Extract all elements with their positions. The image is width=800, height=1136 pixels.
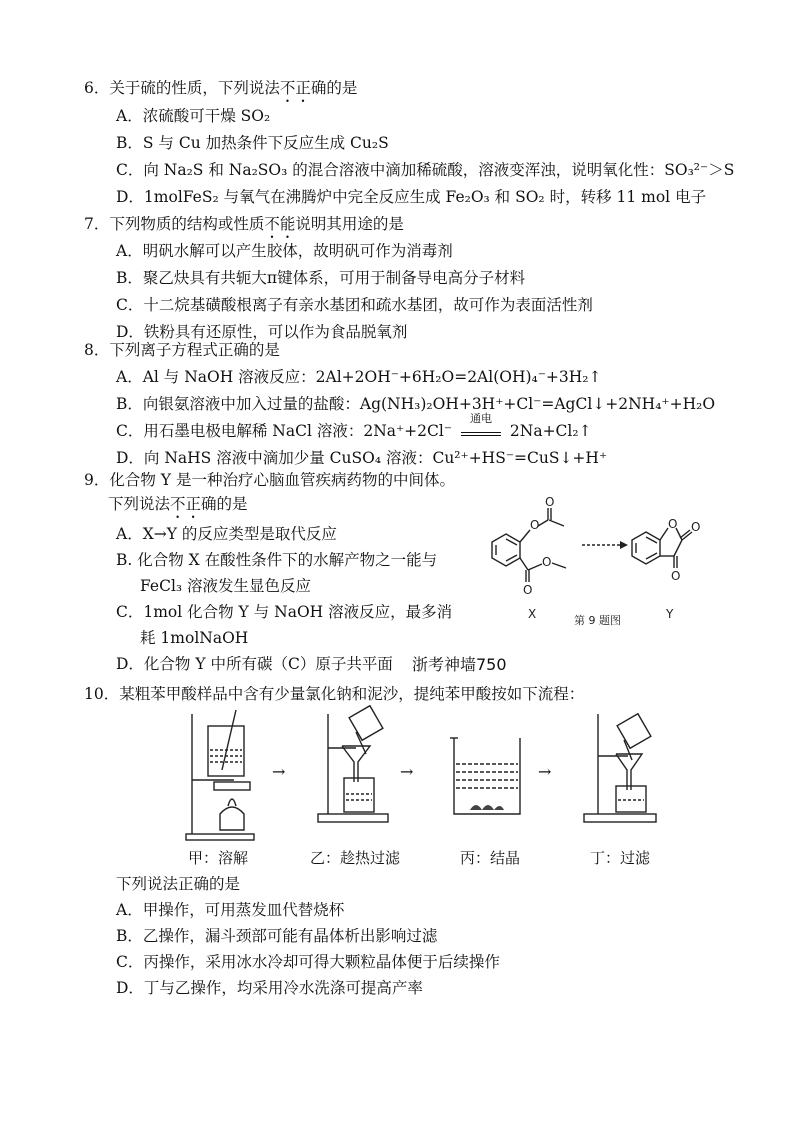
apparatus-hot-filtration <box>318 706 388 822</box>
label-x: X <box>528 607 537 621</box>
q9-option-b-line1: B. 化合物 X 在酸性条件下的水解产物之一能与 <box>116 551 438 569</box>
svg-text:O: O <box>530 518 540 532</box>
q9-sub-emphasis: 不正 <box>170 495 202 513</box>
reaction-arrowhead <box>620 541 628 549</box>
step-crystallization: 丙：结晶 <box>460 849 521 867</box>
flow-arrow-2: → <box>400 762 414 781</box>
svg-text:O: O <box>545 495 555 509</box>
electrolysis-label: 通电 <box>469 412 492 425</box>
svg-text:O: O <box>691 520 701 534</box>
q7-option-a: A．明矾水解可以产生胶体，故明矾可作为消毒剂 <box>116 242 453 260</box>
q7-option-c: C．十二烷基磺酸根离子有亲水基团和疏水基团，故可作为表面活性剂 <box>116 296 593 314</box>
q6-option-b: B．S 与 Cu 加热条件下反应生成 Cu₂S <box>116 134 389 152</box>
q7-stem-text-end: 说明其用途的是 <box>295 215 404 233</box>
q6-stem-text-end: 确的是 <box>310 79 358 97</box>
watermark-text: 浙考神墙750 <box>412 655 507 674</box>
svg-text:O: O <box>671 569 681 583</box>
q9-reaction-figure <box>470 495 701 630</box>
molecule-x <box>492 495 566 597</box>
svg-text:O: O <box>668 517 678 531</box>
q10-option-b: B．乙操作，漏斗颈部可能有晶体析出影响过滤 <box>116 927 438 945</box>
q6-option-d: D．1molFeS₂ 与氧气在沸腾炉中完全反应生成 Fe₂O₃ 和 SO₂ 时，转移 11 mol 电子 <box>116 188 707 206</box>
figure-caption: 第 9 题图 <box>574 614 621 627</box>
electrolysis-condition <box>461 412 501 436</box>
q9-sub <box>108 494 248 522</box>
q8-option-d: D．向 NaHS 溶液中滴加少量 CuSO₄ 溶液：Cu²⁺+HS⁻=CuS↓+H⁺ <box>116 449 608 467</box>
step-filtration: 丁：过滤 <box>590 849 651 867</box>
q9-option-d: D．化合物 Y 中所有碳（C）原子共平面 <box>116 655 393 673</box>
q6-stem-text: 6．关于硫的性质，下列说法 <box>84 79 280 97</box>
q6-option-a: A．浓硫酸可干燥 SO₂ <box>116 107 271 125</box>
step-hot-filtration: 乙：趁热过滤 <box>310 849 401 867</box>
molecule-y <box>632 517 700 583</box>
q8-stem: 8．下列离子方程式正确的是 <box>84 341 280 359</box>
q9-sub-text-end: 确的是 <box>201 495 248 513</box>
label-y: Y <box>666 607 674 621</box>
q10-stem: 10．某粗苯甲酸样品中含有少量氯化钠和泥沙，提纯苯甲酸按如下流程： <box>84 685 585 703</box>
q6-stem <box>84 78 357 106</box>
q8-option-b: B．向银氨溶液中加入过量的盐酸：Ag(NH₃)₂OH+3H⁺+Cl⁻=AgCl↓+2NH₄⁺+H₂O <box>116 395 716 413</box>
q6-stem-emphasis: 不正 <box>279 79 311 97</box>
svg-text:O: O <box>523 583 533 597</box>
q7-stem <box>84 214 404 242</box>
q10-apparatus-figure <box>176 710 666 842</box>
apparatus-filtration <box>584 714 656 822</box>
q7-stem-emphasis: 不能 <box>264 215 296 233</box>
equals-bar <box>461 432 501 436</box>
q8-option-c <box>116 412 592 441</box>
q7-stem-text: 7．下列物质的结构或性质 <box>84 215 265 233</box>
q10-option-a: A．甲操作，可用蒸发皿代替烧杯 <box>116 901 345 919</box>
q10-sub: 下列说法正确的是 <box>116 875 241 893</box>
q9-option-b-line2: FeCl₃ 溶液发生显色反应 <box>140 577 312 595</box>
step-dissolve: 甲：溶解 <box>188 849 249 867</box>
apparatus-crystallization <box>450 738 520 814</box>
q9-sub-text: 下列说法 <box>108 495 171 513</box>
flow-arrow-3: → <box>538 762 552 781</box>
q9-option-c-line2: 耗 1molNaOH <box>140 629 249 647</box>
q8-option-a: A．Al 与 NaOH 溶液反应：2Al+2OH⁻+6H₂O=2Al(OH)₄⁻+3H₂↑ <box>116 368 602 386</box>
q8-option-c-left: C．用石墨电极电解稀 NaCl 溶液：2Na⁺+2Cl⁻ <box>116 422 453 440</box>
q7-option-d: D．铁粉具有还原性，可以作为食品脱氧剂 <box>116 323 408 341</box>
q9-option-c-line1: C．1mol 化合物 Y 与 NaOH 溶液反应，最多消 <box>116 603 453 621</box>
q6-option-c: C．向 Na₂S 和 Na₂SO₃ 的混合溶液中滴加稀硫酸，溶液变浑浊，说明氧化性：SO₃²⁻＞S <box>116 161 735 179</box>
q9-stem: 9．化合物 Y 是一种治疗心脑血管疾病药物的中间体。 <box>84 471 455 489</box>
q7-option-b: B．聚乙炔具有共轭大π键体系，可用于制备导电高分子材料 <box>116 269 526 287</box>
q10-option-d: D．丁与乙操作，均采用冷水洗涤可提高产率 <box>116 979 423 997</box>
q8-option-c-right: 2Na+Cl₂↑ <box>509 422 592 440</box>
svg-text:O: O <box>542 555 552 569</box>
flow-arrow-1: → <box>272 762 286 781</box>
apparatus-dissolve <box>186 710 254 840</box>
q9-option-a: A．X→Y 的反应类型是取代反应 <box>116 525 337 543</box>
q10-option-c: C．丙操作，采用冰水冷却可得大颗粒晶体便于后续操作 <box>116 953 500 971</box>
